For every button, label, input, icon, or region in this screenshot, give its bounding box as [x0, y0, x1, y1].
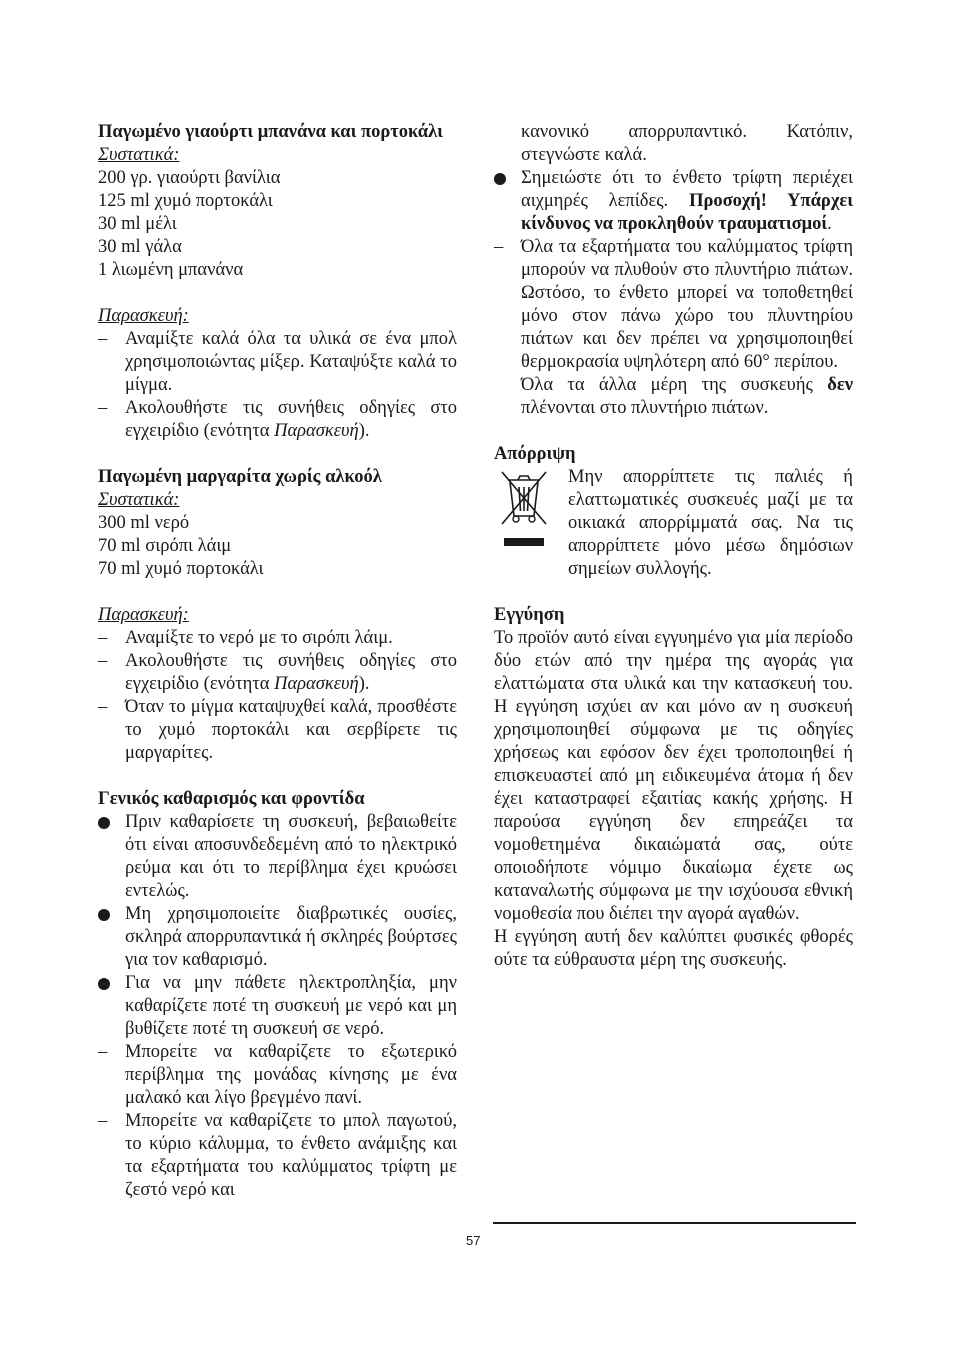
dishwasher-text: Όλα τα εξαρτήματα του καλύμματος τρίφτη μπορούν να πλυθούν στο πλυντήριο πιάτων. Ωστόσο, το ένθετο μπορεί να τοποθετηθεί μόνο στον πάνω χώρο του πλυντηρίου πιάτων και δεν πρέπει να χρησιμοποιηθεί θερμοκρασία υψηλότερη από 60° περίπου. [521, 237, 853, 372]
warranty-paragraph: Η εγγύηση αυτή δεν καλύπτει φυσικές φθορές ούτε τα εύθραυστα μέρη της συσκευής. [494, 927, 853, 970]
ingredient-list [98, 512, 457, 581]
preparation-label: Παρασκευή: [98, 605, 189, 625]
right-column [494, 121, 853, 972]
dash-marker: – [98, 329, 108, 349]
cleaning-item [98, 811, 457, 903]
preparation-step [98, 328, 457, 397]
cleaning-text: Μη χρησιμοποιείτε διαβρωτικές ουσίες, σκληρά απορρυπαντικά ή σκληρές βούρτσες για τον καθαρισμό. [125, 904, 457, 970]
step-text: Αναμίξτε καλά όλα τα υλικά σε ένα μπολ χρησιμοποιώντας μίξερ. Καταψύξτε καλά το μίγμα. [125, 329, 457, 395]
preparation-label: Παρασκευή: [98, 306, 189, 326]
dash-marker: – [98, 1042, 108, 1062]
cleaning-text: Για να μην πάθετε ηλεκτροπληξία, μην καθαρίζετε ποτέ τη συσκευή με νερό και μη βυθίζετε ποτέ τη συσκευή σε νερό. [125, 973, 457, 1039]
cleaning-item-continued [494, 374, 853, 420]
step-text: Ακολουθήστε τις συνήθεις οδηγίες στο εγχειρίδιο (ενότητα [125, 398, 457, 441]
ingredient-item: 300 ml νερό [98, 513, 190, 533]
preparation-step [98, 397, 457, 443]
section-reference: Παρασκευή [274, 674, 359, 694]
dash-marker: – [98, 1111, 108, 1131]
ingredients-label: Συστατικά: [98, 490, 180, 510]
step-text: Ακολουθήστε τις συνήθεις οδηγίες στο εγχειρίδιο (ενότητα [125, 651, 457, 694]
section-title-disposal: Απόρριψη [494, 444, 576, 464]
ingredient-item: 1 λιωμένη μπανάνα [98, 260, 244, 280]
dash-marker: – [494, 237, 504, 257]
cleaning-item [98, 1041, 457, 1110]
note-text: Σημειώστε ότι το ένθετο τρίφτη περιέχει αιχμηρές λεπίδες. [521, 168, 853, 211]
bullet-icon [98, 972, 118, 997]
preparation-step [98, 650, 457, 696]
dash-marker: – [98, 697, 108, 717]
cleaning-text: Μπορείτε να καθαρίζετε το μπολ παγωτού, το κύριο κάλυμμα, το ένθετο ανάμιξης και τα εξαρτήματα του καλύμματος τρίφτη με ζεστό νερό και [125, 1111, 457, 1200]
crossed-out-wheelie-bin-icon [494, 468, 554, 552]
step-text: Αναμίξτε το νερό με το σιρόπι λάιμ. [125, 628, 393, 648]
step-text: Όταν το μίγμα καταψυχθεί καλά, προσθέστε το χυμό πορτοκάλι και σερβίρετε τις μαργαρίτες. [125, 697, 457, 763]
ingredient-item: 30 ml μέλι [98, 214, 177, 234]
ingredient-item: 200 γρ. γιαούρτι βανίλια [98, 168, 281, 188]
cleaning-item [98, 903, 457, 972]
emphasis-not: δεν [827, 375, 853, 395]
disposal-block [494, 466, 853, 581]
dash-marker: – [98, 651, 108, 671]
cleaning-text: Πριν καθαρίσετε τη συσκευή, βεβαιωθείτε ότι είναι αποσυνδεδεμένη από το ηλεκτρικό ρεύμα και ότι το περίβλημα έχει κρυώσει εντελώς. [125, 812, 457, 901]
warranty-paragraph: Το προϊόν αυτό είναι εγγυημένο για μία περίοδο δύο ετών από την ημέρα της αγοράς για ελαττώματα στα υλικά και την κατασκευή του. Η εγγύηση ισχύει αν και μόνο αν η συσκευή χρησιμοποιηθεί σύμφωνα με τις οδηγίες χρήσεως και εφόσον δεν έχει τροποποιηθεί ή επισκευαστεί από μη ειδικευμένα άτομα ή δεν έχει καταστραφεί εξαιτίας κακής χρήσης. Η παρούσα εγγύηση δεν επηρεάζει τα νομοθετημένα δικαιώματά σας, ούτε οποιοδήποτε νόμιμο δικαίωμα έχετε ως καταναλωτής σύμφωνα με την ισχύουσα εθνική νομοθεσία που διέπει την αγορά αγαθών. [494, 628, 853, 924]
page-number: 57 [466, 1233, 481, 1248]
ingredients-label: Συστατικά: [98, 145, 180, 165]
cleaning-item [494, 236, 853, 374]
bullet-icon [494, 167, 514, 192]
section-title-banana-yogurt: Παγωμένο γιαούρτι μπανάνα και πορτοκάλι [98, 122, 443, 142]
section-title-cleaning: Γενικός καθαρισμός και φροντίδα [98, 789, 365, 809]
section-reference: Παρασκευή [274, 421, 359, 441]
section-title-margarita: Παγωμένη μαργαρίτα χωρίς αλκοόλ [98, 467, 382, 487]
other-parts-text: Όλα τα άλλα μέρη της συσκευής [521, 375, 828, 395]
footer-rule [493, 1222, 856, 1224]
disposal-text: Μην απορρίπτετε τις παλιές ή ελαττωματικές συσκευές μαζί με τα οικιακά απορρίμματά σας. Να τις απορρίπτετε μόνο μέσω δημόσιων σημείων συλλογής. [568, 467, 853, 579]
bullet-icon [98, 811, 118, 836]
cleaning-item [98, 972, 457, 1041]
ingredient-item: 70 ml σιρόπι λάιμ [98, 536, 232, 556]
bullet-icon [98, 903, 118, 928]
note-end: . [827, 214, 832, 234]
cleaning-text: κανονικό απορρυπαντικό. Κατόπιν, στεγνώστε καλά. [521, 122, 853, 165]
ingredient-item: 125 ml χυμό πορτοκάλι [98, 191, 273, 211]
step-text-end: ). [358, 674, 370, 694]
step-text-end: ). [358, 421, 370, 441]
ingredient-list [98, 167, 457, 282]
ingredient-item: 70 ml χυμό πορτοκάλι [98, 559, 264, 579]
cleaning-item-continued [494, 121, 853, 167]
cleaning-item [494, 167, 853, 236]
cleaning-item [98, 1110, 457, 1202]
ingredient-item: 30 ml γάλα [98, 237, 182, 257]
cleaning-text: Μπορείτε να καθαρίζετε το εξωτερικό περίβλημα της μονάδας κίνησης με ένα μαλακό και λίγο βρεγμένο πανί. [125, 1042, 457, 1108]
dash-marker: – [98, 398, 108, 418]
preparation-step [98, 696, 457, 765]
other-parts-text-end: πλένονται στο πλυντήριο πιάτων. [521, 398, 769, 418]
left-column [98, 121, 457, 1202]
preparation-step [98, 627, 457, 650]
warning-text: Προσοχή! Υπάρχει κίνδυνος να προκληθούν τραυματισμοί [521, 191, 854, 234]
section-title-warranty: Εγγύηση [494, 605, 565, 625]
dash-marker: – [98, 628, 108, 648]
